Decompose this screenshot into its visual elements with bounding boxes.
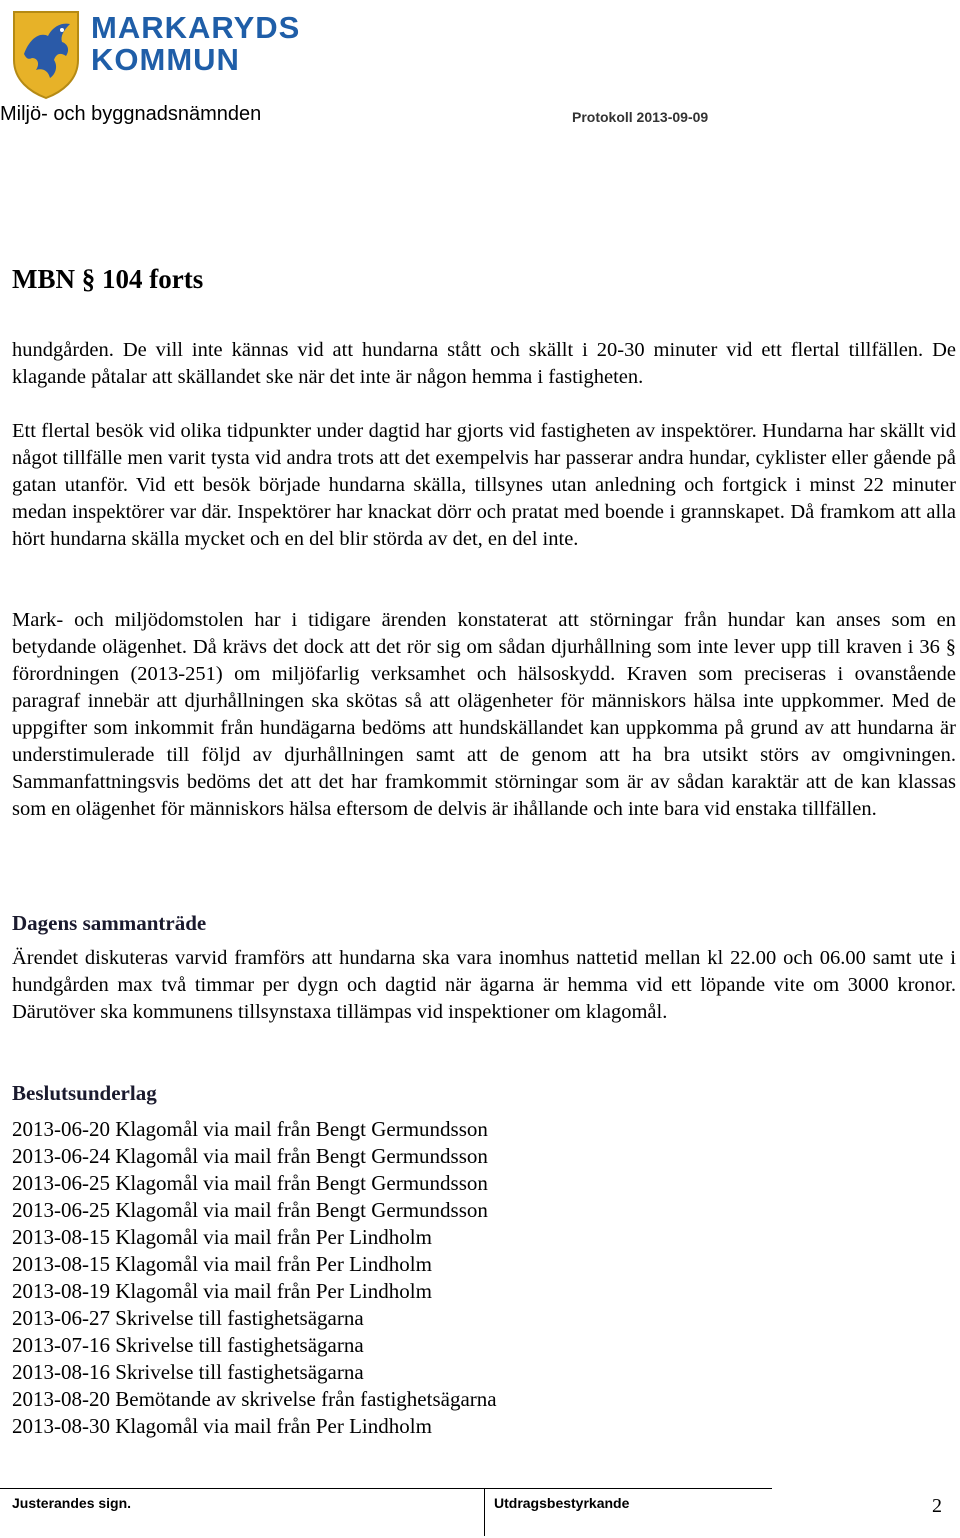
logo-title-line2: KOMMUN <box>91 42 240 77</box>
beslutsunderlag-list <box>12 1116 497 1440</box>
dagens-heading: Dagens sammanträde <box>12 911 207 935</box>
page-number: 2 <box>932 1495 942 1517</box>
list-item: 2013-06-25 Klagomål via mail från Bengt Germundsson <box>12 1198 488 1222</box>
list-item: 2013-07-16 Skrivelse till fastighetsägarna <box>12 1333 364 1357</box>
shield-with-bird-icon <box>10 8 82 100</box>
protocol-date: Protokoll 2013-09-09 <box>572 109 709 125</box>
list-item: 2013-08-20 Bemötande av skrivelse från fastighetsägarna <box>12 1387 497 1411</box>
dagens-text: Ärendet diskuteras varvid framförs att hundarna ska vara inomhus nattetid mellan kl 22.00 och 06.00 samt ute i hundgården max två timmar per dygn och dagtid när ägarna är hemma vid ett löpande vite om 3000 kronor. Därutöver ska kommunens tillsynstaxa tillämpas vid inspektioner om klagomål. <box>12 947 956 1023</box>
section-title: MBN § 104 forts <box>12 264 204 294</box>
utdragsbestyrkande-label: Utdragsbestyrkande <box>494 1495 630 1511</box>
board-name: Miljö- och byggnadsnämnden <box>0 103 262 125</box>
list-item: 2013-06-24 Klagomål via mail från Bengt Germundsson <box>12 1144 488 1168</box>
list-item: 2013-08-16 Skrivelse till fastighetsägarna <box>12 1360 364 1384</box>
footer-divider <box>0 1488 772 1489</box>
footer-column-divider <box>484 1488 485 1536</box>
list-item: 2013-08-19 Klagomål via mail från Per Lindholm <box>12 1279 432 1303</box>
logo-title-line1: MARKARYDS <box>91 10 301 45</box>
list-item: 2013-06-27 Skrivelse till fastighetsägarna <box>12 1306 364 1330</box>
list-item: 2013-06-20 Klagomål via mail från Bengt Germundsson <box>12 1117 488 1141</box>
list-item: 2013-08-15 Klagomål via mail från Per Lindholm <box>12 1252 432 1276</box>
beslutsunderlag-heading: Beslutsunderlag <box>12 1081 157 1105</box>
justerandes-sign-label: Justerandes sign. <box>12 1495 132 1511</box>
list-item: 2013-08-30 Klagomål via mail från Per Lindholm <box>12 1414 432 1438</box>
paragraph-3: Mark- och miljödomstolen har i tidigare ärenden konstaterat att störningar från hundar kan anses som en betydande olägenhet. Då krävs det dock att det rör sig om sådan djurhållning som inte lever upp till kraven i 36 § förordningen (2013-251) om miljöfarlig verksamhet och hälsoskydd. Kraven som preciseras i ovanstående paragraf innebär att djurhållningen ska skötas så att olägenheter för människors hälsa inte uppkommer. Med de uppgifter som inkommit från hundägarna bedöms att hundskällandet kan uppkomma på grund av att hundarna är understimulerade till följd av djurhållningen samt att de genom att ha bra utsikt störs av omgivningen. Sammanfattningsvis bedöms det att det har framkommit störningar som är av sådan karaktär att de kan klassas som en olägenhet för människors hälsa eftersom de delvis är ihållande och inte bara vid enstaka tillfällen. <box>12 609 956 820</box>
list-item: 2013-06-25 Klagomål via mail från Bengt Germundsson <box>12 1171 488 1195</box>
municipality-logo <box>10 8 310 100</box>
paragraph-2: Ett flertal besök vid olika tidpunkter under dagtid har gjorts vid fastigheten av inspektörer. Hundarna har skällt vid något tillfälle men varit tysta vid andra trots att det exempelvis har passerar andra hundar, cyklister eller gående på gatan utanför. Vid ett besök började hundarna skälla, tillsynes utan anledning och fortgick i minst 22 minuter medan inspektörer var där. Inspektörer har knackat dörr och pratat med boende i grannskapet. Då framkom att alla hört hundarna skälla mycket och en del blir störda av det, en del inte. <box>12 420 956 550</box>
paragraph-1: hundgården. De vill inte kännas vid att hundarna stått och skällt i 20-30 minuter vid ett flertal tillfällen. De klagande påtalar att skällandet ske när det inte är någon hemma i fastigheten. <box>12 339 956 388</box>
list-item: 2013-08-15 Klagomål via mail från Per Lindholm <box>12 1225 432 1249</box>
